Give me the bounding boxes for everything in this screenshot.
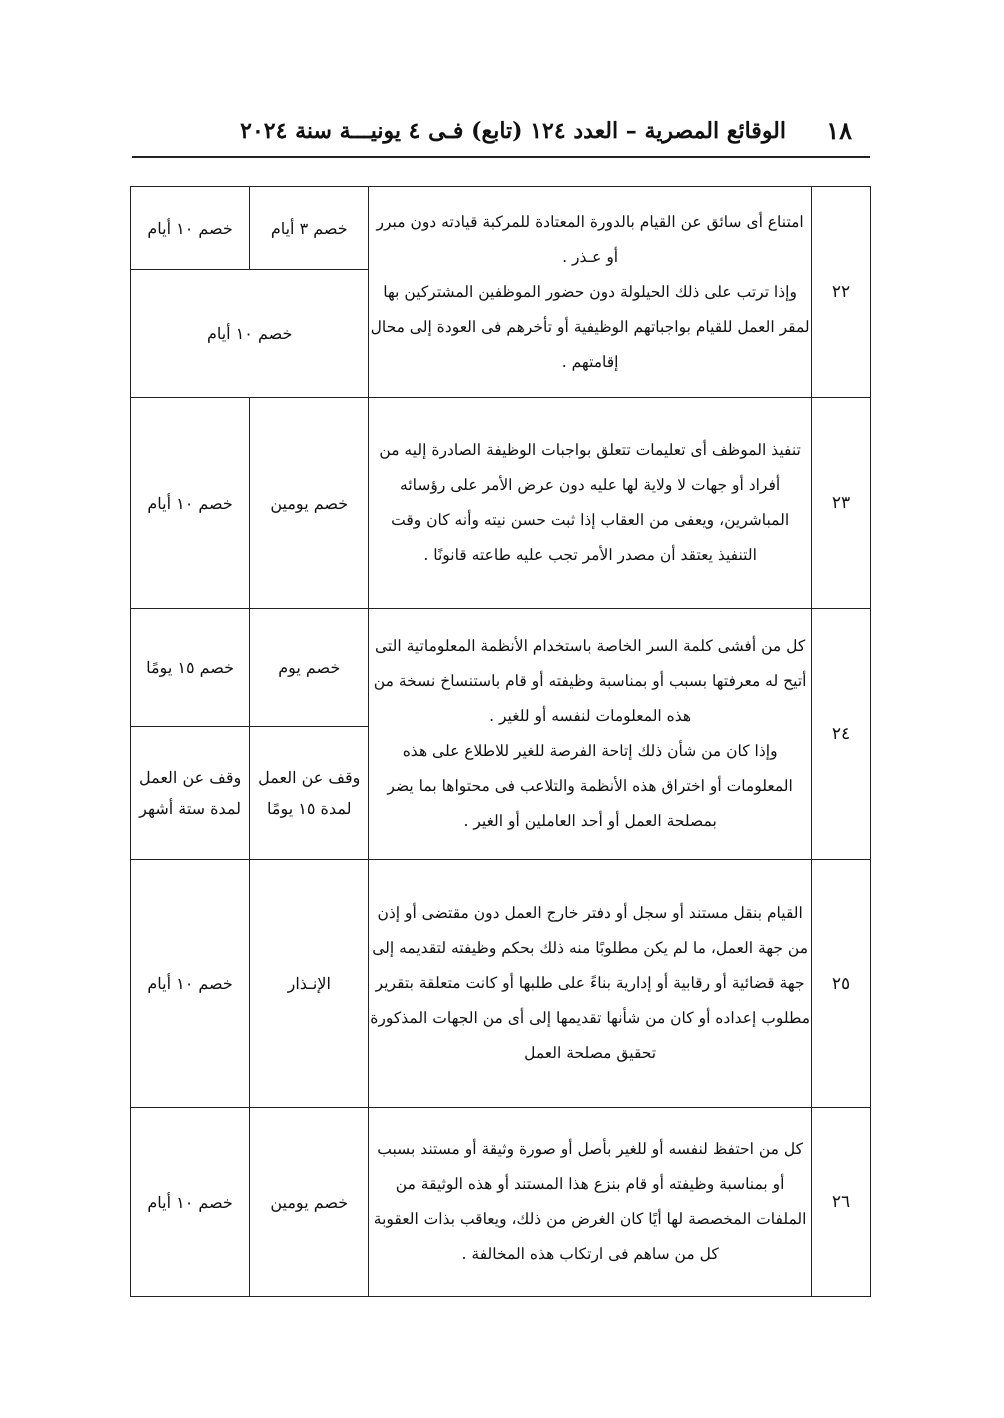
penalty-repeat: خصم ١٠ أيام xyxy=(131,398,250,609)
description-paragraph: تنفيذ الموظف أى تعليمات تتعلق بواجبات الوظيفة الصادرة إليه من أفراد أو جهات لا ولاية لها عليه دون عرض الأمر على رؤسائه المباشرين، ويعفى من العقاب إذا ثبت حسن نيته وأنه كان وقت التنفيذ يعتقد أن مصدر الأمر تجب عليه طاعته قانونًا . xyxy=(379,441,801,564)
violation-description xyxy=(369,860,812,1108)
penalty-suspension-first: وقف عن العمل لمدة ١٥ يومًا xyxy=(250,727,369,860)
penalty-repeat: خصم ١٠ أيام xyxy=(131,860,250,1108)
penalty-repeat: خصم ١٥ يومًا xyxy=(131,609,250,727)
violation-number: ٢٦ xyxy=(811,1108,870,1297)
violation-description xyxy=(369,187,812,398)
penalty-first: خصم يومين xyxy=(250,398,369,609)
description-paragraph: امتناع أى سائق عن القيام بالدورة المعتادة للمركبة قيادته دون مبرر أو عـذر . xyxy=(376,212,804,266)
violation-number: ٢٤ xyxy=(811,609,870,860)
violation-number: ٢٣ xyxy=(811,398,870,609)
penalty-repeat: خصم ١٠ أيام xyxy=(131,1108,250,1297)
table-row xyxy=(131,860,871,1108)
gazette-title: الوقائع المصرية – العدد ١٢٤ (تابع) فـى ٤ يونيـــة سنة ٢٠٢٤ xyxy=(240,118,786,144)
table-row xyxy=(131,187,871,270)
table-row xyxy=(131,398,871,609)
penalty-first: خصم يومين xyxy=(250,1108,369,1297)
description-paragraph: وإذا ترتب على ذلك الحيلولة دون حضور الموظفين المشتركين بها لمقر العمل للقيام بواجباتهم الوظيفية أو تأخرهم فى العودة إلى محال إقامتهم . xyxy=(370,282,810,371)
penalty-first: خصم يوم xyxy=(250,609,369,727)
penalty-suspension-repeat: وقف عن العمل لمدة ستة أشهر xyxy=(131,727,250,860)
penalty-first: الإنـذار xyxy=(250,860,369,1108)
violation-number: ٢٢ xyxy=(811,187,870,398)
description-paragraph: القيام بنقل مستند أو سجل أو دفتر خارج العمل دون مقتضى أو إذن من جهة العمل، ما لم يكن مطلوبًا منه ذلك بحكم وظيفته لتقديمه إلى جهة قضائية أو رقابية أو إدارية بناءً على طلبها أو كانت متعلقة بتقرير مطلوب إعداده أو كان من شأنها تقديمها إلى أى من الجهات المذكورة تحقيق مصلحة العمل xyxy=(370,904,811,1062)
penalty-combined: خصم ١٠ أيام xyxy=(131,270,369,398)
description-paragraph: وإذا كان من شأن ذلك إتاحة الفرصة للغير للاطلاع على هذه المعلومات أو اختراق هذه الأنظمة والتلاعب فى محتواها بما يضر بمصلحة العمل أو أحد العاملين أو الغير . xyxy=(387,742,793,830)
violation-description xyxy=(369,1108,812,1297)
table-row xyxy=(131,1108,871,1297)
table-row xyxy=(131,609,871,727)
violation-description xyxy=(369,398,812,609)
page-header xyxy=(132,112,870,158)
page-number: ١٨ xyxy=(826,116,852,145)
violation-number: ٢٥ xyxy=(811,860,870,1108)
penalty-first: خصم ٣ أيام xyxy=(250,187,369,270)
description-paragraph: كل من أفشى كلمة السر الخاصة باستخدام الأنظمة المعلوماتية التى أتيح له معرفتها بسبب أو بمناسبة وظيفته أو قام باستنساخ نسخة من هذه المعلومات لنفسه أو للغير . xyxy=(373,637,807,725)
penalty-repeat: خصم ١٠ أيام xyxy=(131,187,250,270)
violation-description xyxy=(369,609,812,860)
description-paragraph: كل من احتفظ لنفسه أو للغير بأصل أو صورة وثيقة أو مستند بسبب أو بمناسبة وظيفته أو قام بنزع هذا المستند أو هذه الوثيقة من الملفات المخصصة لها أيًا كان الغرض من ذلك، ويعاقب بذات العقوبة كل من ساهم فى ارتكاب هذه المخالفة . xyxy=(373,1140,807,1263)
violations-table xyxy=(130,186,871,1297)
